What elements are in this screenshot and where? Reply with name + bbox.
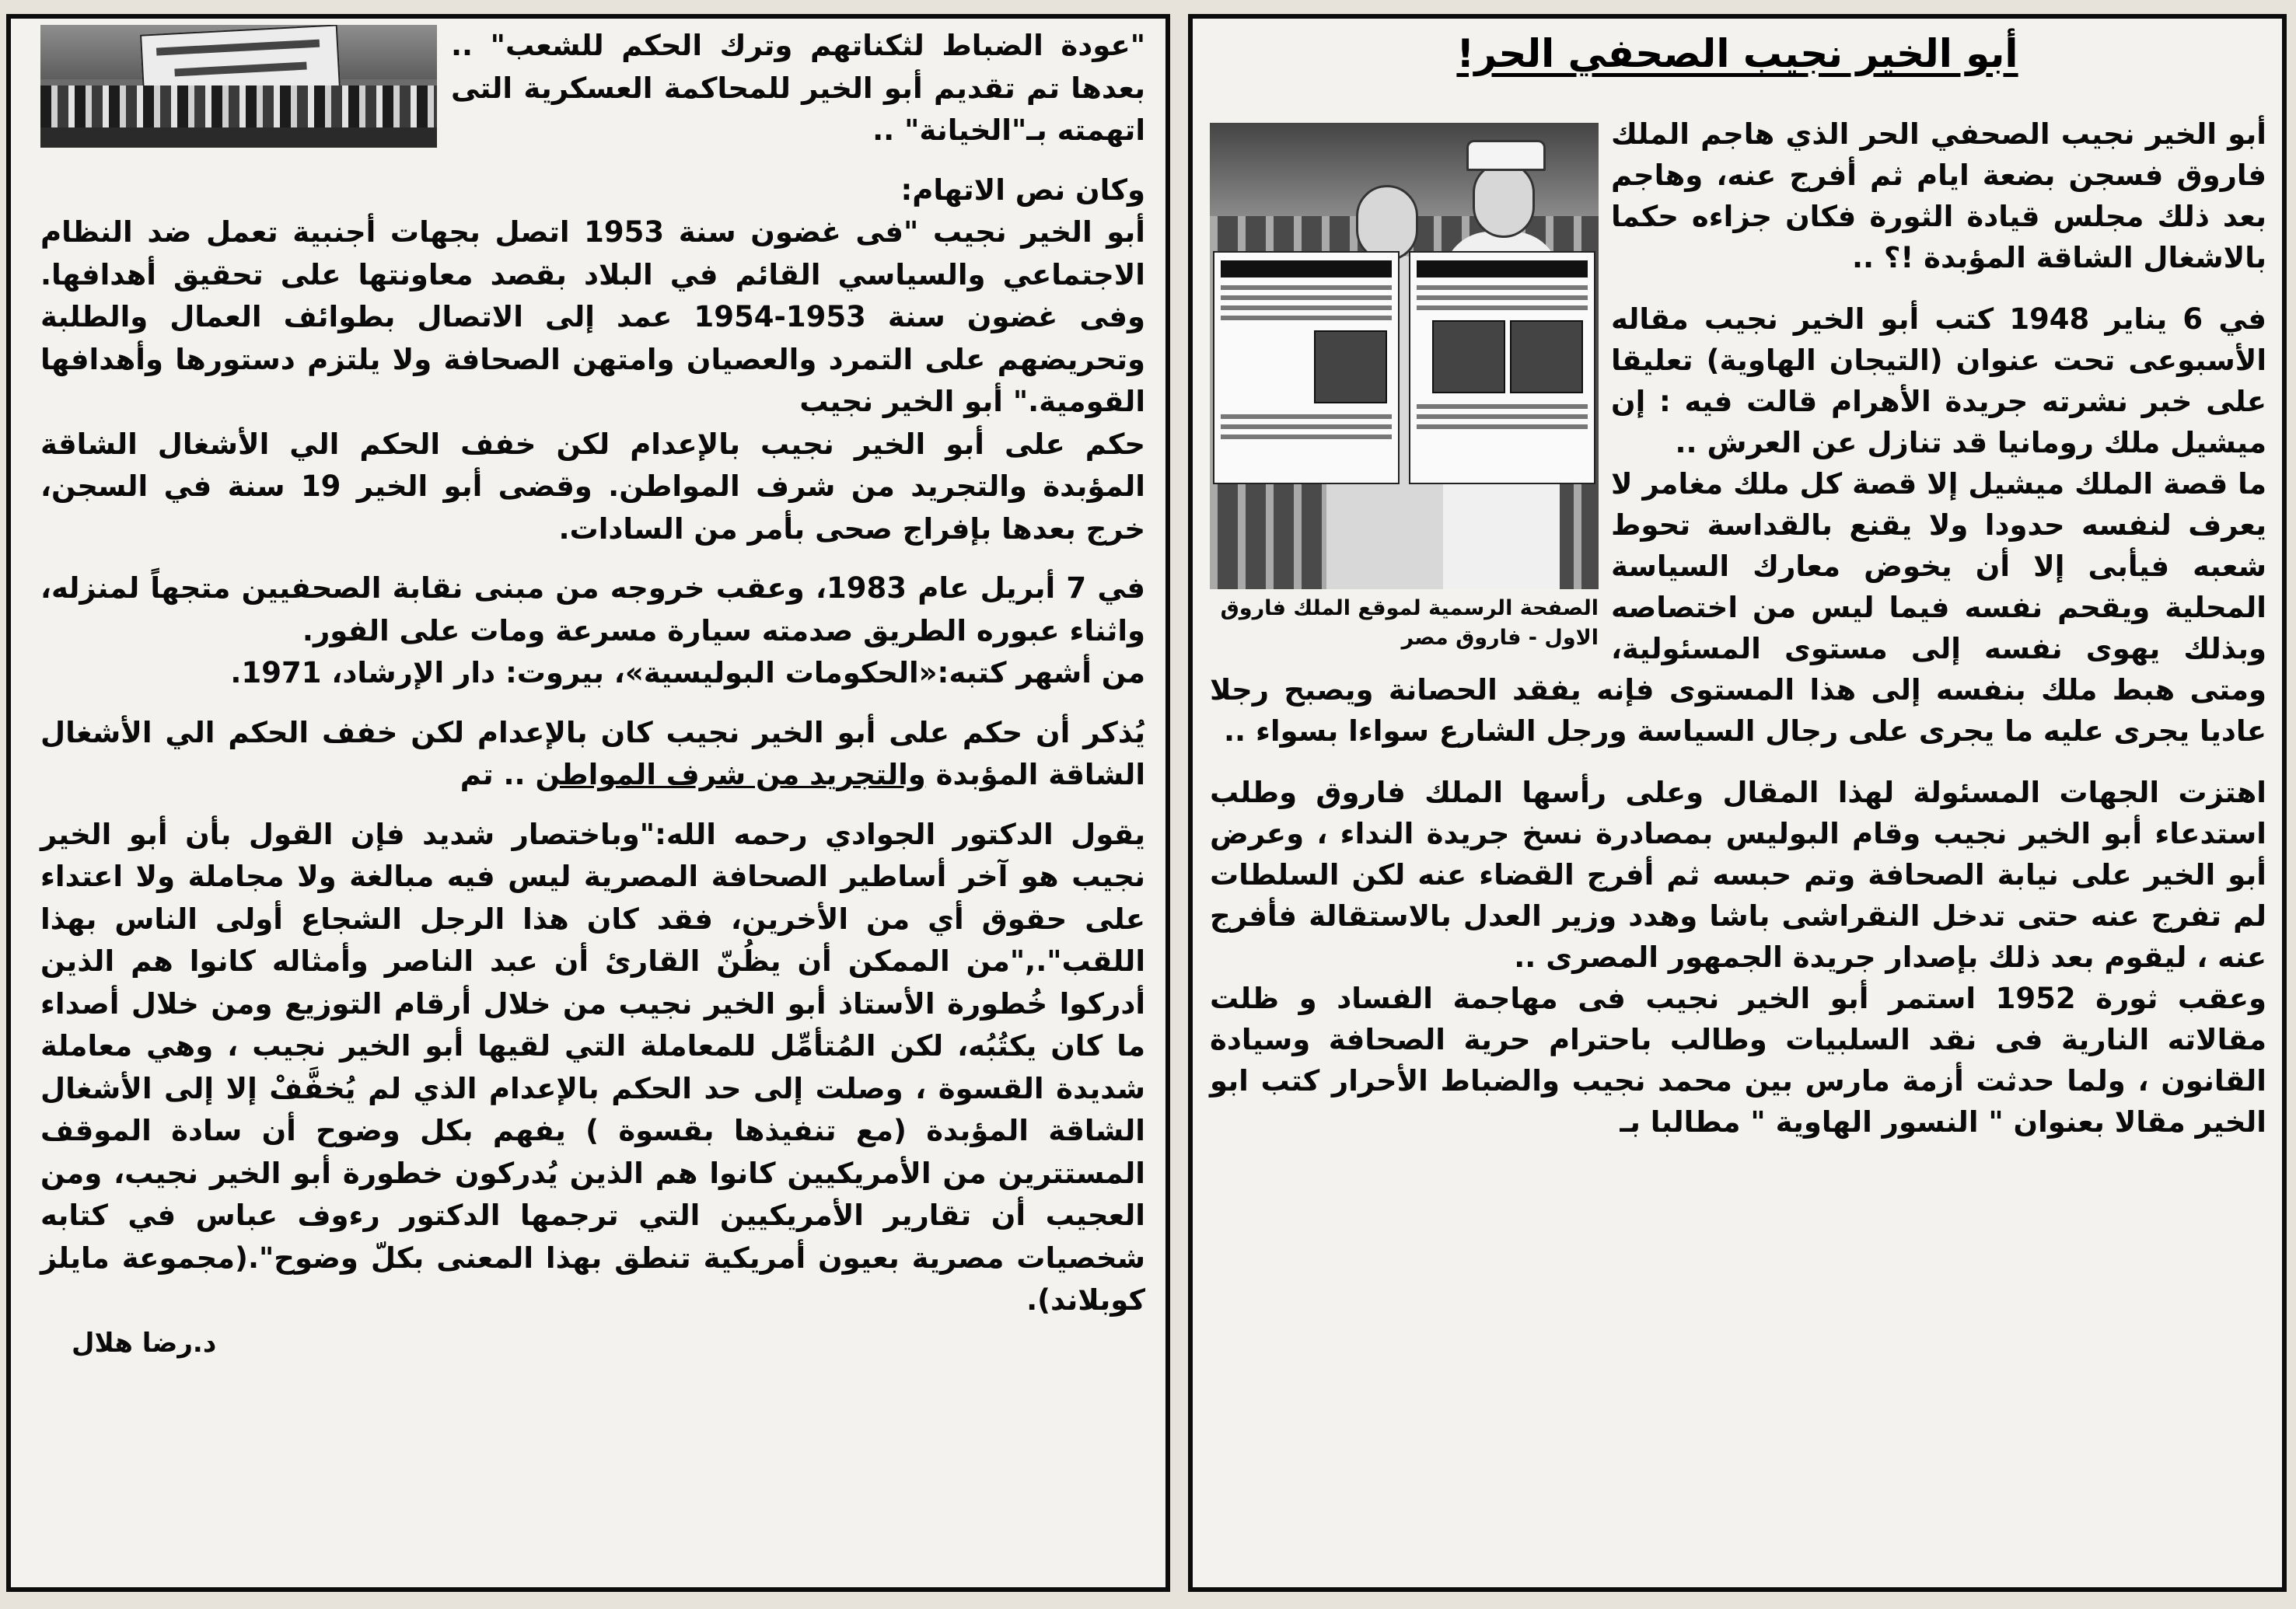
left-paragraph-1: "عودة الضباط لثكناتهم وترك الحكم للشعب" .. بعدها تم تقديم أبو الخير للمحاكمة العسكرية التى اتهمته بـ"الخيانة" .. bbox=[451, 29, 1145, 147]
left-paragraph-4: حكم على أبو الخير نجيب بالإعدام لكن خفف الحكم الي الأشغال الشاقة المؤبدة والتجريد من شرف المواطن. وقضى أبو الخير 19 سنة في السجن، خرج بعدها بإفراج صحى بأمر من السادات. bbox=[40, 427, 1145, 546]
left-note-underlined: والتجريد من شرف المواطن bbox=[535, 758, 926, 791]
left-note-end: .. تم bbox=[460, 758, 536, 791]
signature-row bbox=[40, 1322, 1145, 1365]
author-name: د.رضا هلال bbox=[72, 1327, 217, 1359]
left-note bbox=[40, 712, 1145, 797]
newspaper-clipping-left bbox=[1213, 251, 1400, 484]
right-paragraph-5: وعقب ثورة 1952 استمر أبو الخير نجيب فى مهاجمة الفساد و ظلت مقالاته النارية فى نقد السلبيات وطالب باحترام حرية الصحافة وسيادة القانون ، ولما حدثت أزمة مارس بين محمد نجيب والضباط الأحرار كتب ابو الخير مقالا بعنوان " النسور الهاوية " مطالبا بـ bbox=[1210, 982, 2266, 1139]
right-paragraph-4: اهتزت الجهات المسئولة لهذا المقال وعلى رأسها الملك فاروق وطلب استدعاء أبو الخير نجيب وقام البوليس بمصادرة نسخ جريدة النداء ، وعرض أبو الخير على نيابة الصحافة وتم حبسه ثم أفرج القضاء عنه لكن السلطات لم تفرج عنه حتى تدخل النقراشى باشا وهدد وزير العدل بالاستقالة فأفرج عنه ، ليقوم بعد ذلك بإصدار جريدة الجمهور المصرى .. bbox=[1210, 776, 2266, 974]
article-title: أبو الخير نجيب الصحفي الحر! bbox=[1456, 31, 2018, 76]
right-paragraph-1: أبو الخير نجيب الصحفي الحر الذي هاجم الملك فاروق فسجن بضعة ايام ثم أفرج عنه، وهاجم بعد ذلك مجلس قيادة الثورة فكان جزاءه حكما بالاشغال الشاقة المؤبدة !؟ .. bbox=[1611, 117, 2266, 274]
left-article bbox=[40, 25, 1145, 1364]
photo-caption: الصفحة الرسمية لموقع الملك فاروق الاول - فاروق مصر bbox=[1220, 596, 1599, 650]
left-quote: يقول الدكتور الجوادي رحمه الله:"وباختصار شديد فإن القول بأن أبو الخير نجيب هو آخر أساطير الصحافة المصرية ليس فيه مبالغة ولا مجاملة ولا اعتداء على حقوق أي من الأخرين، فقد كان هذا الرجل الشجاع أولى الناس بهذا اللقب".,"من الممكن أن يظُنّ القارئ أن عبد الناصر وأمثاله كانوا هم الذين أدركوا خُطورة الأستاذ أبو الخير نجيب من خلال أرقام التوزيع ومن خلال أصداء ما كان يكتُبُه، لكن المُتأمِّل للمعاملة التي لقيها أبو الخير نجيب ، وهي معاملة شديدة القسوة ، وصلت إلى حد الحكم بالإعدام الذي لم يُخفَّفْ إلا إلى الأشغال الشاقة المؤبدة (مع تنفيذها بقسوة ) يفهم بكل وضوح أن سادة الموقف المستترين من الأمريكيين كانوا هم الذين يُدركون خطورة أبو الخير نجيب، ومن العجيب أن تقارير الأمريكيين التي ترجمها الدكتور رءوف عباس في كتابه شخصيات مصرية بعيون أمريكية تنطق بهذا المعنى بكلّ وضوح".(مجموعة مايلز كوبلاند). bbox=[40, 817, 1145, 1317]
left-paragraph-6: من أشهر كتبه:«الحكومات البوليسية»، بيروت: دار الإرشاد، 1971. bbox=[230, 656, 1145, 689]
right-page bbox=[1188, 14, 2287, 1592]
left-paragraph-5: في 7 أبريل عام 1983، وعقب خروجه من مبنى نقابة الصحفيين متجهاً لمنزله، واثناء عبوره الطريق صدمته سيارة مسرعة ومات على الفور. bbox=[40, 571, 1145, 647]
right-paragraph-3: ما قصة الملك ميشيل إلا قصة كل ملك مغامر لا يعرف لنفسه حدودا ولا يقنع بالقداسة تحوط شعبه فيأبى إلا أن يخوض معارك السياسة المحلية ويقحم نفسه فيما ليس من اختصاصه وبذلك يهوى نفسه إلى مستوى المسئولية، ومتى هبط ملك بنفسه إلى هذا المستوى فإنه يفقد الحصانة ويصبح رجلا عاديا يجرى عليه ما يجرى على رجال السياسة ورجل الشارع سواءا بسواء .. bbox=[1210, 467, 2266, 748]
prison-newspaper-photo bbox=[1210, 123, 1599, 589]
protest-crowd-photo bbox=[40, 25, 437, 148]
right-paragraph-2: في 6 يناير 1948 كتب أبو الخير نجيب مقاله الأسبوعى تحت عنوان (التيجان الهاوية) تعليقا على خبر نشرته جريدة الأهرام قالت فيه : إن ميشيل ملك رومانيا قد تنازل عن العرش .. bbox=[1611, 302, 2266, 459]
left-page bbox=[6, 14, 1170, 1592]
right-article bbox=[1210, 113, 2266, 1143]
left-note-start: يُذكر أن حكم على أبو الخير نجيب كان بالإعدام لكن خفف الحكم الي الأشغال الشاقة المؤبدة bbox=[40, 715, 1145, 791]
left-paragraph-3: أبو الخير نجيب "فى غضون سنة 1953 اتصل بجهات أجنبية تعمل ضد النظام الاجتماعي والسياسي القائم في البلاد بقصد معاونتها على تحقيق أهدافها. وفى غضون سنة 1953-1954 عمد إلى الاتصال بطوائف العمال والطلبة وتحريضهم على التمرد والعصيان وامتهن الصحافة ولا يلتزم دستورها وأهدافها القومية." أبو الخير نجيب bbox=[40, 215, 1145, 418]
figure bbox=[1210, 123, 1599, 653]
left-paragraph-2: وكان نص الاتهام: bbox=[900, 173, 1145, 207]
newspaper-clipping-right bbox=[1409, 251, 1595, 484]
